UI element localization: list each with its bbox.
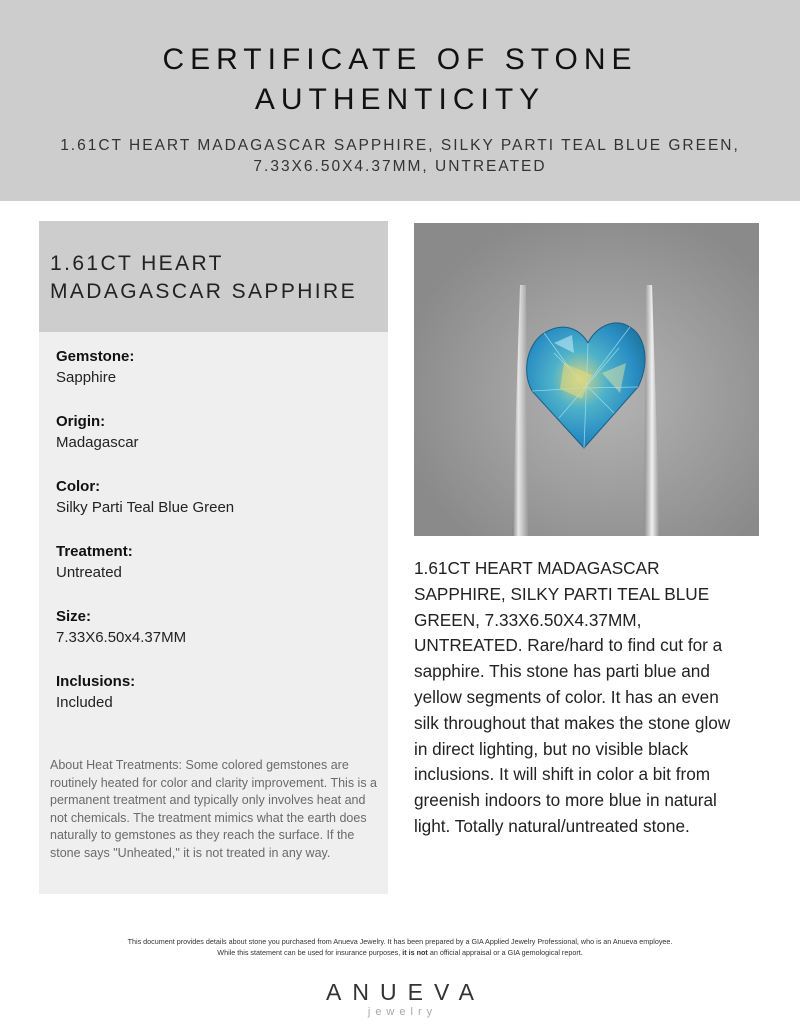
disclaimer-text: an official appraisal or a GIA gemological report.: [427, 948, 583, 957]
spec-value: Included: [56, 694, 113, 711]
panel-title-line-1: 1.61CT HEART: [50, 252, 224, 275]
spec-label: Origin:: [56, 413, 106, 430]
spec-list: [56, 346, 376, 736]
spec-label: Color:: [56, 478, 101, 495]
spec-inclusions: [56, 671, 376, 736]
panel-title: [50, 250, 380, 306]
sapphire-in-tweezers-image: [414, 223, 759, 536]
spec-label: Gemstone:: [56, 348, 135, 365]
spec-treatment: [56, 541, 376, 606]
spec-value: Sapphire: [56, 369, 117, 386]
disclaimer-emphasis: it is not: [402, 948, 428, 957]
spec-gemstone: [56, 346, 376, 411]
disclaimer: [20, 936, 780, 958]
disclaimer-text: While this statement can be used for insurance purposes,: [217, 948, 403, 957]
spec-origin: [56, 411, 376, 476]
certificate-title: [0, 40, 800, 120]
spec-color: [56, 476, 376, 541]
subtitle-line-1: 1.61CT HEART MADAGASCAR SAPPHIRE, SILKY PARTI TEAL BLUE GREEN,: [60, 137, 740, 154]
spec-value: Untreated: [56, 564, 122, 581]
subtitle-line-2: 7.33X6.50X4.37MM, UNTREATED: [253, 158, 547, 175]
spec-label: Size:: [56, 608, 92, 625]
certificate-subtitle: [40, 135, 760, 177]
stone-photo: [414, 223, 759, 536]
stone-details-panel: [39, 221, 388, 894]
spec-label: Inclusions:: [56, 673, 136, 690]
spec-label: Treatment:: [56, 543, 133, 560]
anueva-logo: [0, 978, 800, 1018]
certificate-header: [0, 0, 800, 201]
spec-value: Silky Parti Teal Blue Green: [56, 499, 235, 516]
stone-description: 1.61CT HEART MADAGASCAR SAPPHIRE, SILKY PARTI TEAL BLUE GREEN, 7.33X6.50X4.37MM, UNTREATED. Rare/hard to find cut for a sapphire. This stone has parti blue and yellow segments of color. It has an even silk throughout that makes the stone glow in direct lighting, but no visible black inclusions. It will shift in color a bit from greenish indoors to more blue in natural light. Totally natural/untreated stone.: [414, 558, 731, 836]
logo-subtitle: jewelry: [367, 1006, 438, 1018]
panel-title-line-2: MADAGASCAR SAPPHIRE: [50, 280, 357, 303]
spec-value: 7.33X6.50x4.37MM: [56, 629, 187, 646]
disclaimer-line-2: [20, 947, 780, 958]
disclaimer-line-1: This document provides details about stone you purchased from Anueva Jewelry. It has been prepared by a GIA Applied Jewelry Professional, who is an Anueva employee.: [127, 937, 673, 946]
spec-size: [56, 606, 376, 671]
spec-value: Madagascar: [56, 434, 139, 451]
panel-header: [39, 221, 388, 332]
heat-treatment-note: About Heat Treatments: Some colored gemstones are routinely heated for color and clarity improvement. This is a permanent treatment and typically only involves heat and not chemicals. The treatment mimics what the earth does naturally to gemstones as they reach the surface. If the stone says "Unheated," it is not treated in any way.: [50, 758, 378, 860]
title-line-1: CERTIFICATE OF STONE: [162, 43, 638, 76]
title-line-2: AUTHENTICITY: [254, 83, 546, 116]
logo-wordmark: ANUEVA: [326, 979, 485, 1005]
